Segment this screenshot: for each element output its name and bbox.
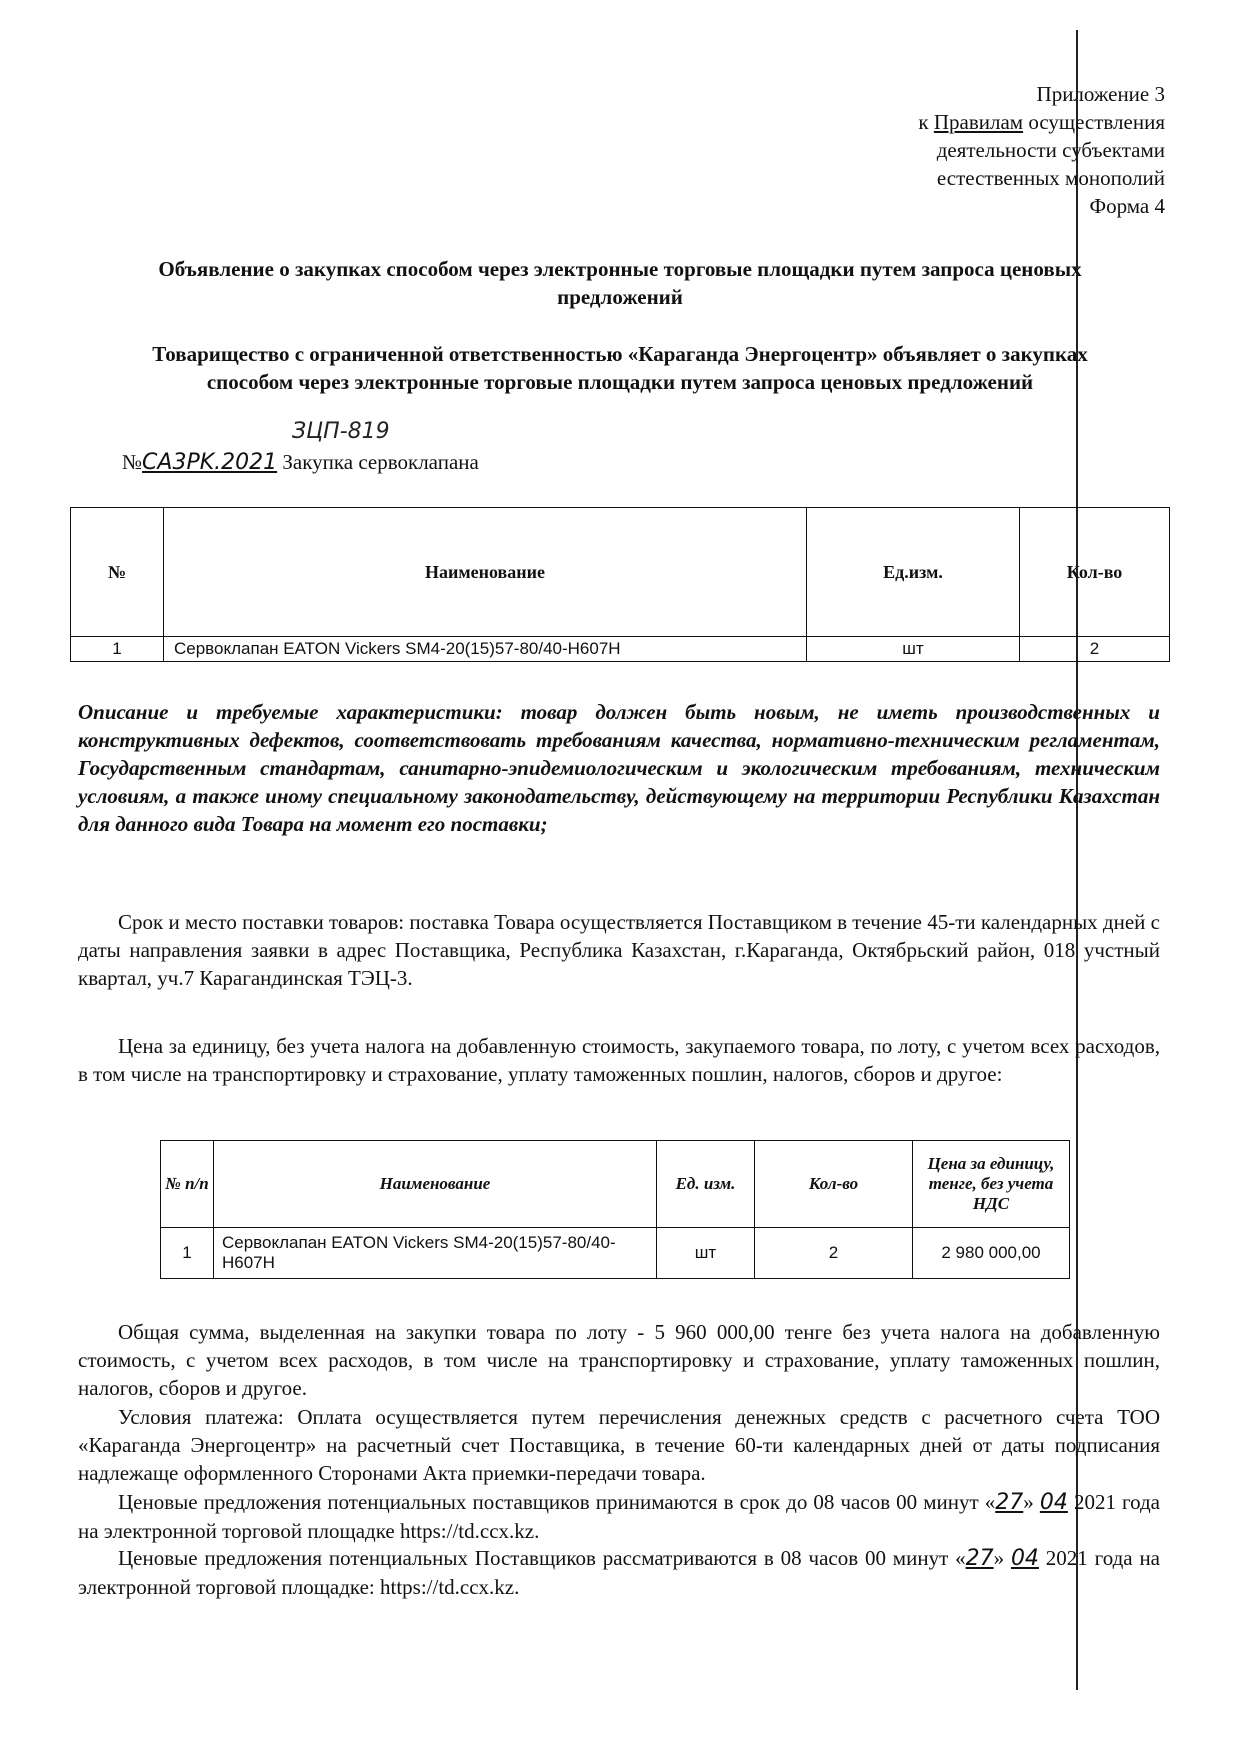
- col-header-qty: Кол-во: [755, 1141, 913, 1228]
- col-header-name: Наименование: [214, 1141, 657, 1228]
- cell-name: Сервоклапан EATON Vickers SM4-20(15)57-80/40-H607H: [164, 637, 807, 662]
- form-number: Форма 4: [1089, 194, 1165, 218]
- items-table: [70, 507, 1170, 662]
- cell-unit: шт: [657, 1228, 755, 1279]
- price-intro-paragraph: Цена за единицу, без учета налога на добавленную стоимость, закупаемого товара, по лоту, с учетом всех расходов, в том числе на транспортировку и страхование, уплату таможенных пошлин, налогов, сборов и другое:: [78, 1034, 1160, 1086]
- appendix-header: [918, 80, 1165, 220]
- handwritten-day: 27: [965, 1546, 994, 1571]
- col-header-qty: Кол-во: [1020, 508, 1170, 637]
- rules-link[interactable]: Правилам: [933, 110, 1024, 134]
- handwritten-month: 04: [1039, 1490, 1068, 1515]
- cell-qty: 2: [1020, 637, 1170, 662]
- appendix-line-4: естественных монополий: [936, 166, 1165, 190]
- col-header-number: № п/п: [161, 1141, 214, 1228]
- table-row: [161, 1228, 1070, 1279]
- cell-unit: шт: [807, 637, 1020, 662]
- announcement-title: Объявление о закупках способом через электронные торговые площадки путем запроса ценовых предложений: [158, 257, 1082, 309]
- handwritten-lot-code: ЗЦП-819: [292, 419, 390, 444]
- handwritten-day: 27: [995, 1490, 1024, 1515]
- delivery-paragraph: Срок и место поставки товаров: поставка Товара осуществляется Поставщиком в течение 45-ти календарных дней с даты направления заявки в адрес Поставщика, Республика Казахстан, г.Караганда, Октябрьский район, 018 учстный квартал, уч.7 Карагандинская ТЭЦ-3.: [78, 910, 1160, 990]
- col-header-unit: Ед. изм.: [657, 1141, 755, 1228]
- company-announcement: Товарищество с ограниченной ответственностью «Караганда Энергоцентр» объявляет о закупках способом через электронные торговые площадки путем запроса ценовых предложений: [152, 342, 1088, 394]
- table-header-row: [161, 1141, 1070, 1228]
- lot-line: [122, 450, 479, 475]
- cell-qty: 2: [755, 1228, 913, 1279]
- col-header-unit: Ед.изм.: [807, 508, 1020, 637]
- lot-name: Закупка сервоклапана: [282, 450, 479, 474]
- table-row: [71, 637, 1170, 662]
- offers-accepted-paragraph: Ценовые предложения потенциальных поставщиков принимаются в срок до 08 часов 00 минут «27» 04 2021 года на электронной торговой площадке https://td.ccx.kz.: [78, 1490, 1161, 1543]
- offers-reviewed-paragraph: Ценовые предложения потенциальных Поставщиков рассматриваются в 08 часов 00 минут «27» 04 2021 года на электронной торговой площадке: https://td.ccx.kz.: [78, 1546, 1161, 1599]
- col-header-price: Цена за единицу, тенге, без учета НДС: [913, 1141, 1070, 1228]
- appendix-line-3: деятельности субъектами: [936, 138, 1165, 162]
- col-header-number: №: [71, 508, 164, 637]
- price-table: [160, 1140, 1070, 1279]
- handwritten-month: 04: [1010, 1546, 1039, 1571]
- description-paragraph: Описание и требуемые характеристики: товар должен быть новым, не иметь производственных и конструктивных дефектов, соответствовать требованиям качества, нормативно-техническим регламентам, Государственным стандартам, санитарно-эпидемиологическим и экологическим требованиям, техническим условиям, а также иному специальному законодательству, действующему на территории Республики Казахстан для данного вида Товара на момент его поставки;: [78, 700, 1160, 836]
- payment-paragraph: Условия платежа: Оплата осуществляется путем перечисления денежных средств с расчетного счета ТОО «Караганда Энергоцентр» на расчетный счет Поставщика, в течение 60-ти календарных дней от даты подписания надлежаще оформленного Сторонами Акта приемки-передачи товара.: [78, 1405, 1160, 1485]
- cell-name: Сервоклапан EATON Vickers SM4-20(15)57-80/40-H607H: [214, 1228, 657, 1279]
- total-paragraph: Общая сумма, выделенная на закупки товара по лоту - 5 960 000,00 тенге без учета налога на добавленную стоимость, с учетом всех расходов, в том числе на транспортировку и страхование, уплату таможенных пошлин, налогов, сборов и другое.: [78, 1320, 1160, 1400]
- cell-number: 1: [71, 637, 164, 662]
- cell-number: 1: [161, 1228, 214, 1279]
- cell-price: 2 980 000,00: [913, 1228, 1070, 1279]
- table-header-row: [71, 508, 1170, 637]
- col-header-name: Наименование: [164, 508, 807, 637]
- handwritten-lot-number: CA3PK.2021: [142, 450, 278, 475]
- appendix-line-2: к Правилам осуществления: [918, 110, 1165, 134]
- appendix-line-1: Приложение 3: [1036, 82, 1165, 106]
- lot-number-prefix: №: [122, 450, 143, 474]
